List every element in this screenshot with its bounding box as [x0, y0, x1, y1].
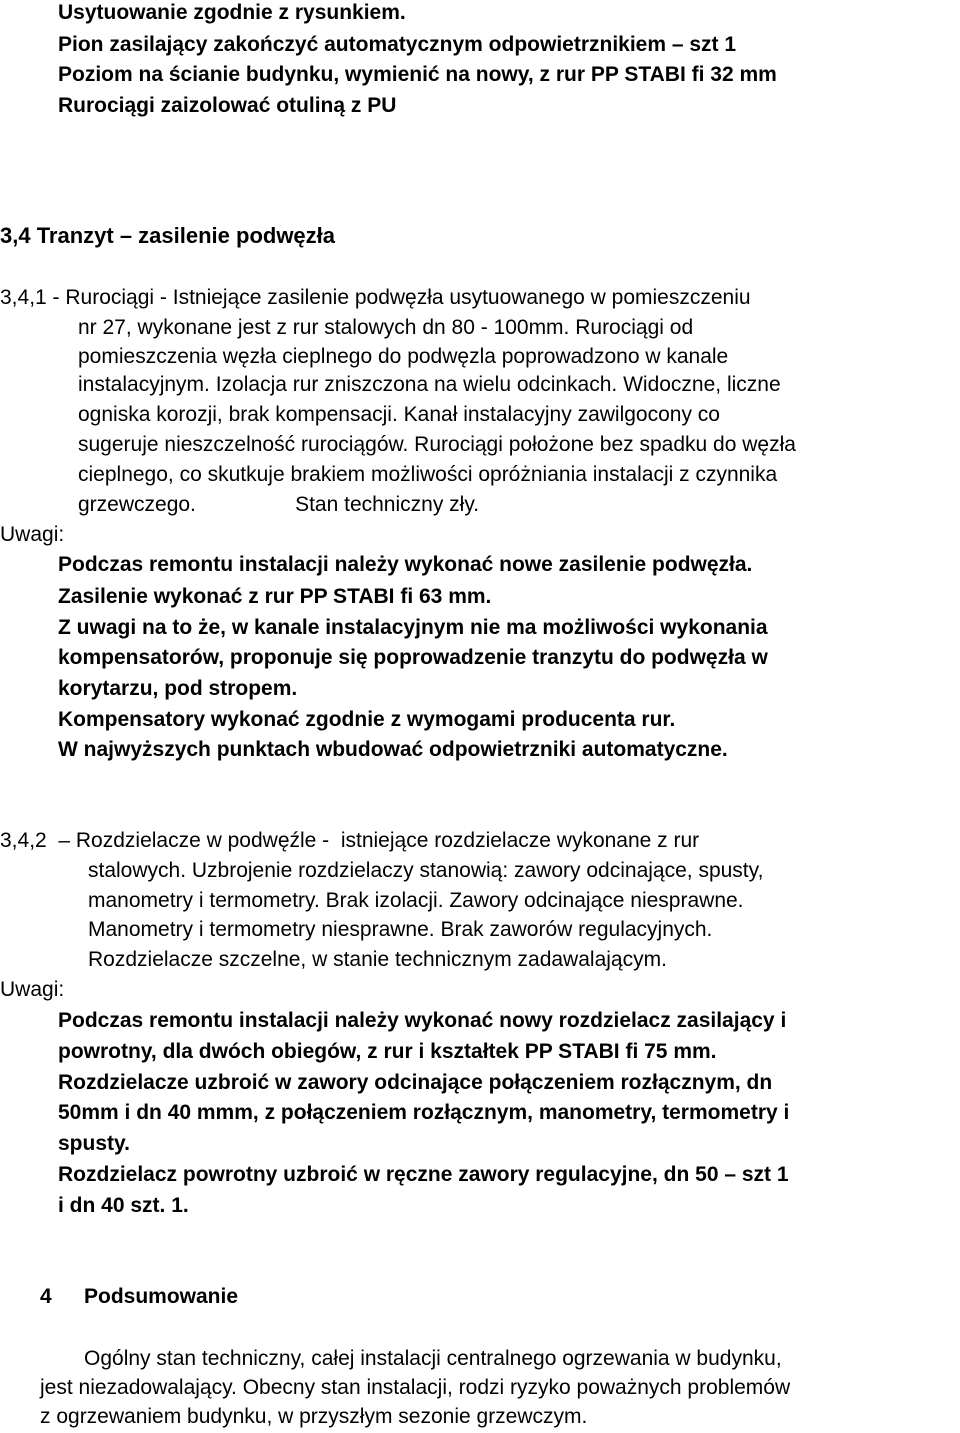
text-line: Manometry i termometry niesprawne. Brak zaworów regulacyjnych.: [88, 918, 713, 941]
text-line: 50mm i dn 40 mmm, z połączeniem rozłącznym, manometry, termometry i: [58, 1101, 790, 1124]
section-title: Podsumowanie: [84, 1285, 239, 1308]
text-line: jest niezadowalający. Obecny stan instalacji, rodzi ryzyko poważnych problemów: [40, 1376, 791, 1399]
text-line: Pion zasilający zakończyć automatycznym odpowietrznikiem – szt 1: [58, 33, 737, 56]
text-line: Rurociągi zaizolować otuliną z PU: [58, 94, 397, 117]
text-line: Podczas remontu instalacji należy wykonać nowe zasilenie podwęzła.: [58, 553, 753, 576]
text-line: 3,4,2 – Rozdzielacze w podwęźle - istniejące rozdzielacze wykonane z rur: [0, 829, 700, 852]
text-line: 3,4,1 - Rurociągi - Istniejące zasilenie podwęzła usytuowanego w pomieszczeniu: [0, 286, 751, 309]
text-line: Podczas remontu instalacji należy wykonać nowy rozdzielacz zasilający i: [58, 1009, 787, 1032]
text-line: Zasilenie wykonać z rur PP STABI fi 63 mm.: [58, 585, 492, 608]
text-line: Poziom na ścianie budynku, wymienić na nowy, z rur PP STABI fi 32 mm: [58, 63, 777, 86]
text-line: Rozdzielacz powrotny uzbroić w ręczne zawory regulacyjne, dn 50 – szt 1: [58, 1163, 789, 1186]
text-line: spusty.: [58, 1132, 130, 1155]
text-line: powrotny, dla dwóch obiegów, z rur i kształtek PP STABI fi 75 mm.: [58, 1040, 717, 1063]
text-line: stalowych. Uzbrojenie rozdzielaczy stanowią: zawory odcinające, spusty,: [88, 859, 764, 882]
text-line: sugeruje nieszczelność rurociągów. Rurociągi położone bez spadku do węzła: [78, 433, 796, 456]
text-line: grzewczego. Stan techniczny zły.: [78, 493, 480, 516]
text-line: ogniska korozji, brak kompensacji. Kanał instalacyjny zawilgocony co: [78, 403, 720, 426]
section-number: 4: [40, 1285, 52, 1308]
uwagi-label: Uwagi:: [0, 978, 65, 1001]
text-line: Z uwagi na to że, w kanale instalacyjnym nie ma możliwości wykonania: [58, 616, 768, 639]
text-line: Kompensatory wykonać zgodnie z wymogami producenta rur.: [58, 708, 676, 731]
text-line: i dn 40 szt. 1.: [58, 1194, 189, 1217]
text-line: kompensatorów, proponuje się poprowadzenie tranzytu do podwęzła w: [58, 646, 768, 669]
text-line: Usytuowanie zgodnie z rysunkiem.: [58, 1, 406, 24]
text-line: pomieszczenia węzła cieplnego do podwęzla poprowadzono w kanale: [78, 345, 729, 368]
text-line: manometry i termometry. Brak izolacji. Zawory odcinające niesprawne.: [88, 889, 744, 912]
text-line: korytarzu, pod stropem.: [58, 677, 298, 700]
text-line: instalacyjnym. Izolacja rur zniszczona na wielu odcinkach. Widoczne, liczne: [78, 373, 781, 396]
text-line: Ogólny stan techniczny, całej instalacji centralnego ogrzewania w budynku,: [84, 1347, 782, 1370]
uwagi-label: Uwagi:: [0, 523, 65, 546]
text-line: Rozdzielacze uzbroić w zawory odcinające połączeniem rozłącznym, dn: [58, 1071, 773, 1094]
text-line: Rozdzielacze szczelne, w stanie technicznym zadawalającym.: [88, 948, 667, 971]
text-line: nr 27, wykonane jest z rur stalowych dn 80 - 100mm. Rurociągi od: [78, 316, 694, 339]
text-line: W najwyższych punktach wbudować odpowietrzniki automatyczne.: [58, 738, 728, 761]
section-heading: 3,4 Tranzyt – zasilenie podwęzła: [0, 223, 336, 248]
text-line: cieplnego, co skutkuje brakiem możliwości opróżniania instalacji z czynnika: [78, 463, 778, 486]
text-line: z ogrzewaniem budynku, w przyszłym sezonie grzewczym.: [40, 1405, 588, 1428]
